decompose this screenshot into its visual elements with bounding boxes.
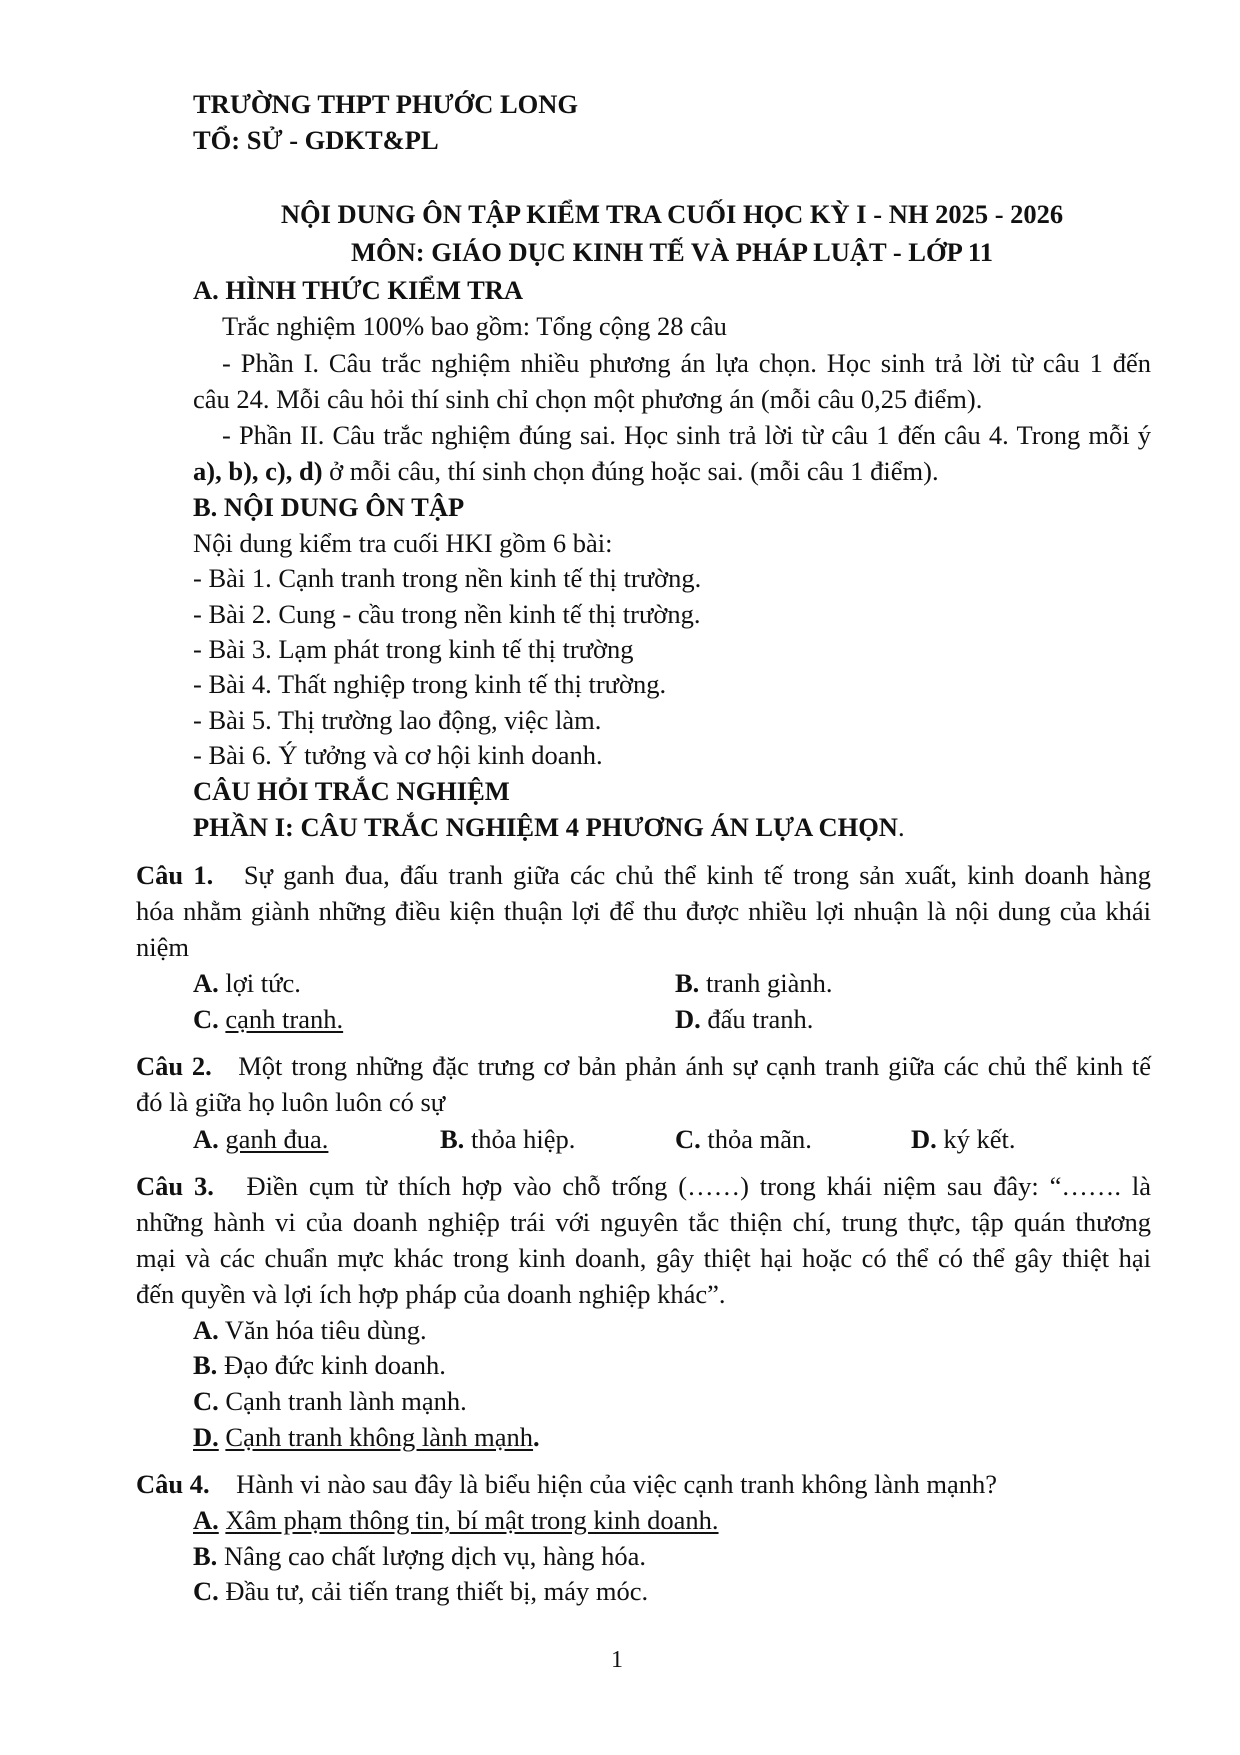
- section-b-heading: B. NỘI DUNG ÔN TẬP: [193, 492, 465, 522]
- section-a-part2-line2: [193, 453, 939, 489]
- lesson-item: - Bài 1. Cạnh tranh trong nền kinh tế thị trường.: [193, 563, 702, 593]
- page-number: 1: [611, 1647, 623, 1673]
- correct-answer-letter: A.: [193, 1505, 219, 1535]
- lesson-item: - Bài 5. Thị trường lao động, việc làm.: [193, 705, 602, 735]
- quiz-part-heading: PHẦN I: CÂU TRẮC NGHIỆM 4 PHƯƠNG ÁN LỰA CHỌN.: [193, 812, 905, 842]
- correct-answer: cạnh tranh.: [225, 1004, 344, 1034]
- document-title-line1: NỘI DUNG ÔN TẬP KIỂM TRA CUỐI HỌC KỲ I - NH 2025 - 2026: [280, 199, 1064, 229]
- question-3-line3: mại và các chuẩn mực khác trong kinh doanh, gây thiệt hại hoặc có thể có thể gây thiệt hại: [136, 1243, 1151, 1273]
- option-b: B. thỏa hiệp.: [440, 1124, 576, 1154]
- section-a-part2-line1: - Phần II. Câu trắc nghiệm đúng sai. Học sinh trả lời từ câu 1 đến câu 4. Trong mỗi ý: [222, 420, 1151, 450]
- question-1-line3: niệm: [136, 932, 189, 962]
- section-a-heading: A. HÌNH THỨC KIỂM TRA: [193, 275, 524, 305]
- lesson-item: - Bài 3. Lạm phát trong kinh tế thị trường: [193, 634, 634, 664]
- option-b: B. Đạo đức kinh doanh.: [193, 1350, 446, 1380]
- question-1-line2: hóa nhằm giành những điều kiện thuận lợi để thu được nhiều lợi nhuận là nội dung của khái: [136, 896, 1151, 926]
- option-a: A. Văn hóa tiêu dùng.: [193, 1315, 427, 1345]
- question-1-line1: Câu 1. Sự ganh đua, đấu tranh giữa các chủ thể kinh tế trong sản xuất, kinh doanh hàng: [136, 860, 1151, 890]
- correct-answer: Cạnh tranh không lành mạnh: [225, 1422, 534, 1452]
- option-b: B. tranh giành.: [675, 968, 833, 998]
- option-a: A. lợi tức.: [193, 968, 301, 998]
- option-d: D. đấu tranh.: [675, 1004, 814, 1034]
- section-a-part1-line1: - Phần I. Câu trắc nghiệm nhiều phương án lựa chọn. Học sinh trả lời từ câu 1 đến: [222, 348, 1151, 378]
- section-a-part2-rest: ở mỗi câu, thí sinh chọn đúng hoặc sai. (mỗi câu 1 điểm).: [322, 456, 939, 486]
- section-a-part1-line2: câu 24. Mỗi câu hỏi thí sinh chỉ chọn một phương án (mỗi câu 0,25 điểm).: [193, 384, 983, 414]
- lesson-item: - Bài 4. Thất nghiệp trong kinh tế thị trường.: [193, 669, 667, 699]
- option-a: A. ganh đua.: [193, 1124, 329, 1154]
- question-3-line1: Câu 3. Điền cụm từ thích hợp vào chỗ trống (……) trong khái niệm sau đây: “……. là: [136, 1171, 1151, 1201]
- correct-answer: ganh đua.: [225, 1124, 329, 1154]
- question-label: Câu 4.: [136, 1469, 210, 1499]
- question-3-line4: đến quyền và lợi ích hợp pháp của doanh nghiệp khác”.: [136, 1279, 726, 1309]
- section-a-intro: Trắc nghiệm 100% bao gồm: Tổng cộng 28 câu: [222, 311, 727, 341]
- lesson-item: - Bài 6. Ý tưởng và cơ hội kinh doanh.: [193, 740, 603, 770]
- question-2-line2: đó là giữa họ luôn luôn có sự: [136, 1087, 446, 1117]
- section-b-intro: Nội dung kiểm tra cuối HKI gồm 6 bài:: [193, 528, 613, 558]
- department-name: TỔ: SỬ - GDKT&PL: [193, 125, 439, 155]
- option-b: B. Nâng cao chất lượng dịch vụ, hàng hóa.: [193, 1541, 647, 1571]
- option-c: C. Đầu tư, cải tiến trang thiết bị, máy móc.: [193, 1576, 649, 1606]
- question-label: Câu 1.: [136, 860, 214, 890]
- question-3-line2: những hành vi của doanh nghiệp trái với nguyên tắc thiện chí, trung thực, tập quán thương: [136, 1207, 1151, 1237]
- option-c: C. Cạnh tranh lành mạnh.: [193, 1386, 467, 1416]
- document-title-line2: MÔN: GIÁO DỤC KINH TẾ VÀ PHÁP LUẬT - LỚP 11: [351, 237, 993, 267]
- correct-answer: Xâm phạm thông tin, bí mật trong kinh doanh.: [225, 1505, 719, 1535]
- question-label: Câu 2.: [136, 1051, 212, 1081]
- school-name: TRƯỜNG THPT PHƯỚC LONG: [193, 89, 579, 119]
- lesson-item: - Bài 2. Cung - cầu trong nền kinh tế thị trường.: [193, 599, 701, 629]
- answer-options-label: a), b), c), d): [193, 456, 323, 486]
- question-label: Câu 3.: [136, 1171, 214, 1201]
- option-a: [193, 1502, 719, 1538]
- option-c: C. thỏa mãn.: [675, 1124, 812, 1154]
- question-4-line1: Câu 4. Hành vi nào sau đây là biểu hiện của việc cạnh tranh không lành mạnh?: [136, 1469, 998, 1499]
- option-d: D. Cạnh tranh không lành mạnh.: [193, 1422, 540, 1452]
- question-2-line1: Câu 2. Một trong những đặc trưng cơ bản phản ánh sự cạnh tranh giữa các chủ thể kinh tế: [136, 1051, 1151, 1081]
- option-d: D. ký kết.: [911, 1124, 1016, 1154]
- correct-answer-letter: D.: [193, 1422, 219, 1452]
- quiz-heading: CÂU HỎI TRẮC NGHIỆM: [193, 776, 510, 806]
- option-c: C. cạnh tranh.: [193, 1004, 344, 1034]
